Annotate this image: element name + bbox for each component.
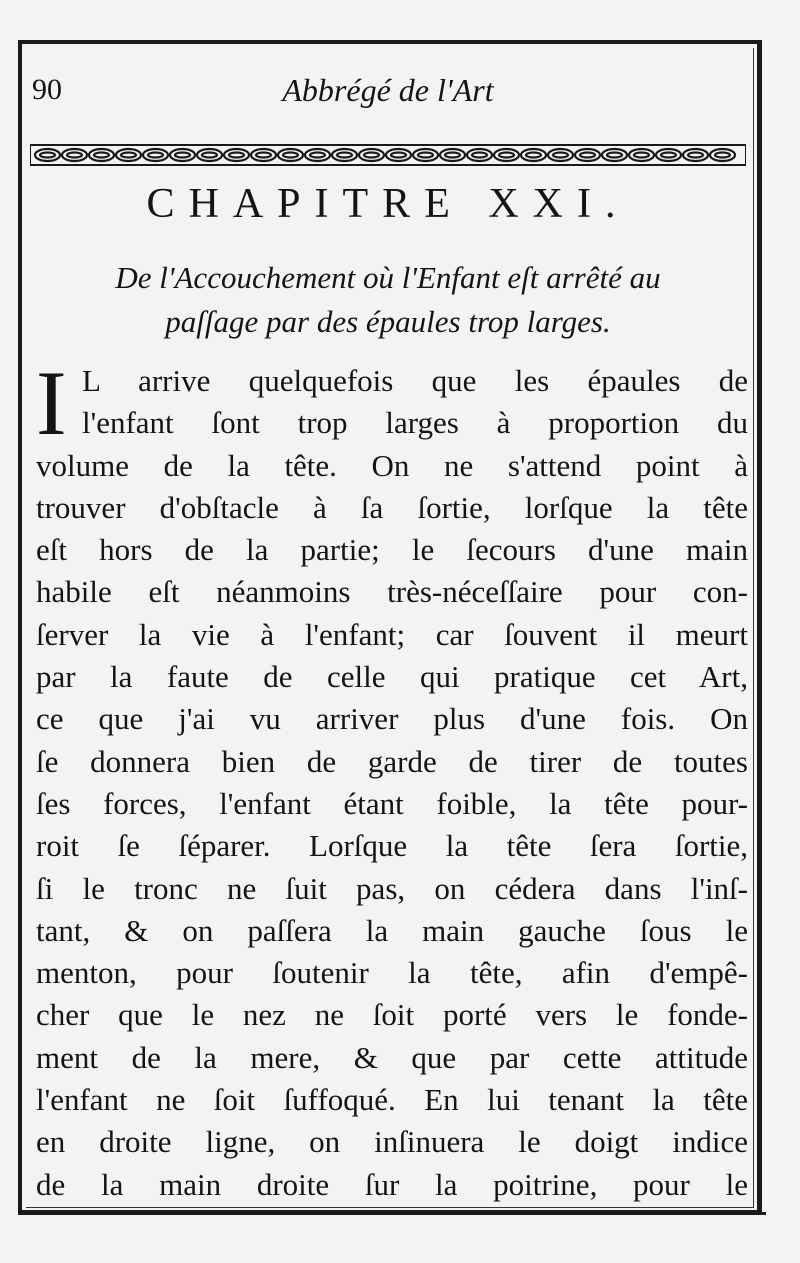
body-line: eſt hors de la partie; le ſecours d'une main xyxy=(36,532,748,568)
body-line: L arrive quelquefois que les épaules de xyxy=(82,363,748,398)
body-line: trouver d'obſtacle à ſa ſortie, lorſque la tête xyxy=(36,489,748,525)
subtitle-line-1: De l'Accouchement où l'Enfant eſt arrêté au xyxy=(115,260,661,295)
body-line: en droite ligne, on inſinuera le doigt indice xyxy=(36,1124,748,1160)
body-line: menton, pour ſoutenir la tête, afin d'empê- xyxy=(36,955,748,991)
page-number: 90 xyxy=(32,73,62,106)
body-line: ment de la mere, & que par cette attitude xyxy=(36,1039,748,1075)
body-line: ce que j'ai vu arriver plus d'une fois. On xyxy=(36,701,748,737)
body-line: par la faute de celle qui pratique cet Art, xyxy=(36,659,748,695)
body-line: l'enfant ſont trop larges à proportion du xyxy=(82,405,748,441)
running-head: Abbrégé de l'Art xyxy=(282,72,494,108)
body-line: cher que le nez ne ſoit porté vers le fonde- xyxy=(36,997,748,1033)
page-header xyxy=(32,68,744,112)
body-line: l'enfant ne ſoit ſuffoqué. En lui tenant la tête xyxy=(36,1082,748,1118)
chapter-title: CHAPITRE XXI. xyxy=(146,181,630,227)
chapter-subtitle xyxy=(30,256,746,344)
bottom-rule xyxy=(22,1212,766,1215)
body-line: ſes forces, l'enfant étant foible, la tête pour- xyxy=(36,785,748,821)
body-line: volume de la tête. On ne s'attend point à xyxy=(36,447,748,483)
body-line: ſi le tronc ne ſuit pas, on cédera dans l'inſ- xyxy=(36,870,748,906)
body-text xyxy=(36,352,748,1206)
subtitle-line-2: paſſage par des épaules trop larges. xyxy=(165,304,611,339)
body-line: ſe donnera bien de garde de tirer de toutes xyxy=(36,743,748,779)
decorative-chain-ornament xyxy=(30,143,746,167)
body-line: habile eſt néanmoins très-néceſſaire pour con- xyxy=(36,574,748,610)
body-line: tant, & on paſſera la main gauche ſous le xyxy=(36,912,748,948)
drop-capital: I xyxy=(36,352,67,454)
body-line: de la main droite ſur la poitrine, pour le xyxy=(36,1166,748,1202)
body-line: ſerver la vie à l'enfant; car ſouvent il meurt xyxy=(36,616,748,652)
body-line: roit ſe ſéparer. Lorſque la tête ſera ſortie, xyxy=(36,828,748,864)
